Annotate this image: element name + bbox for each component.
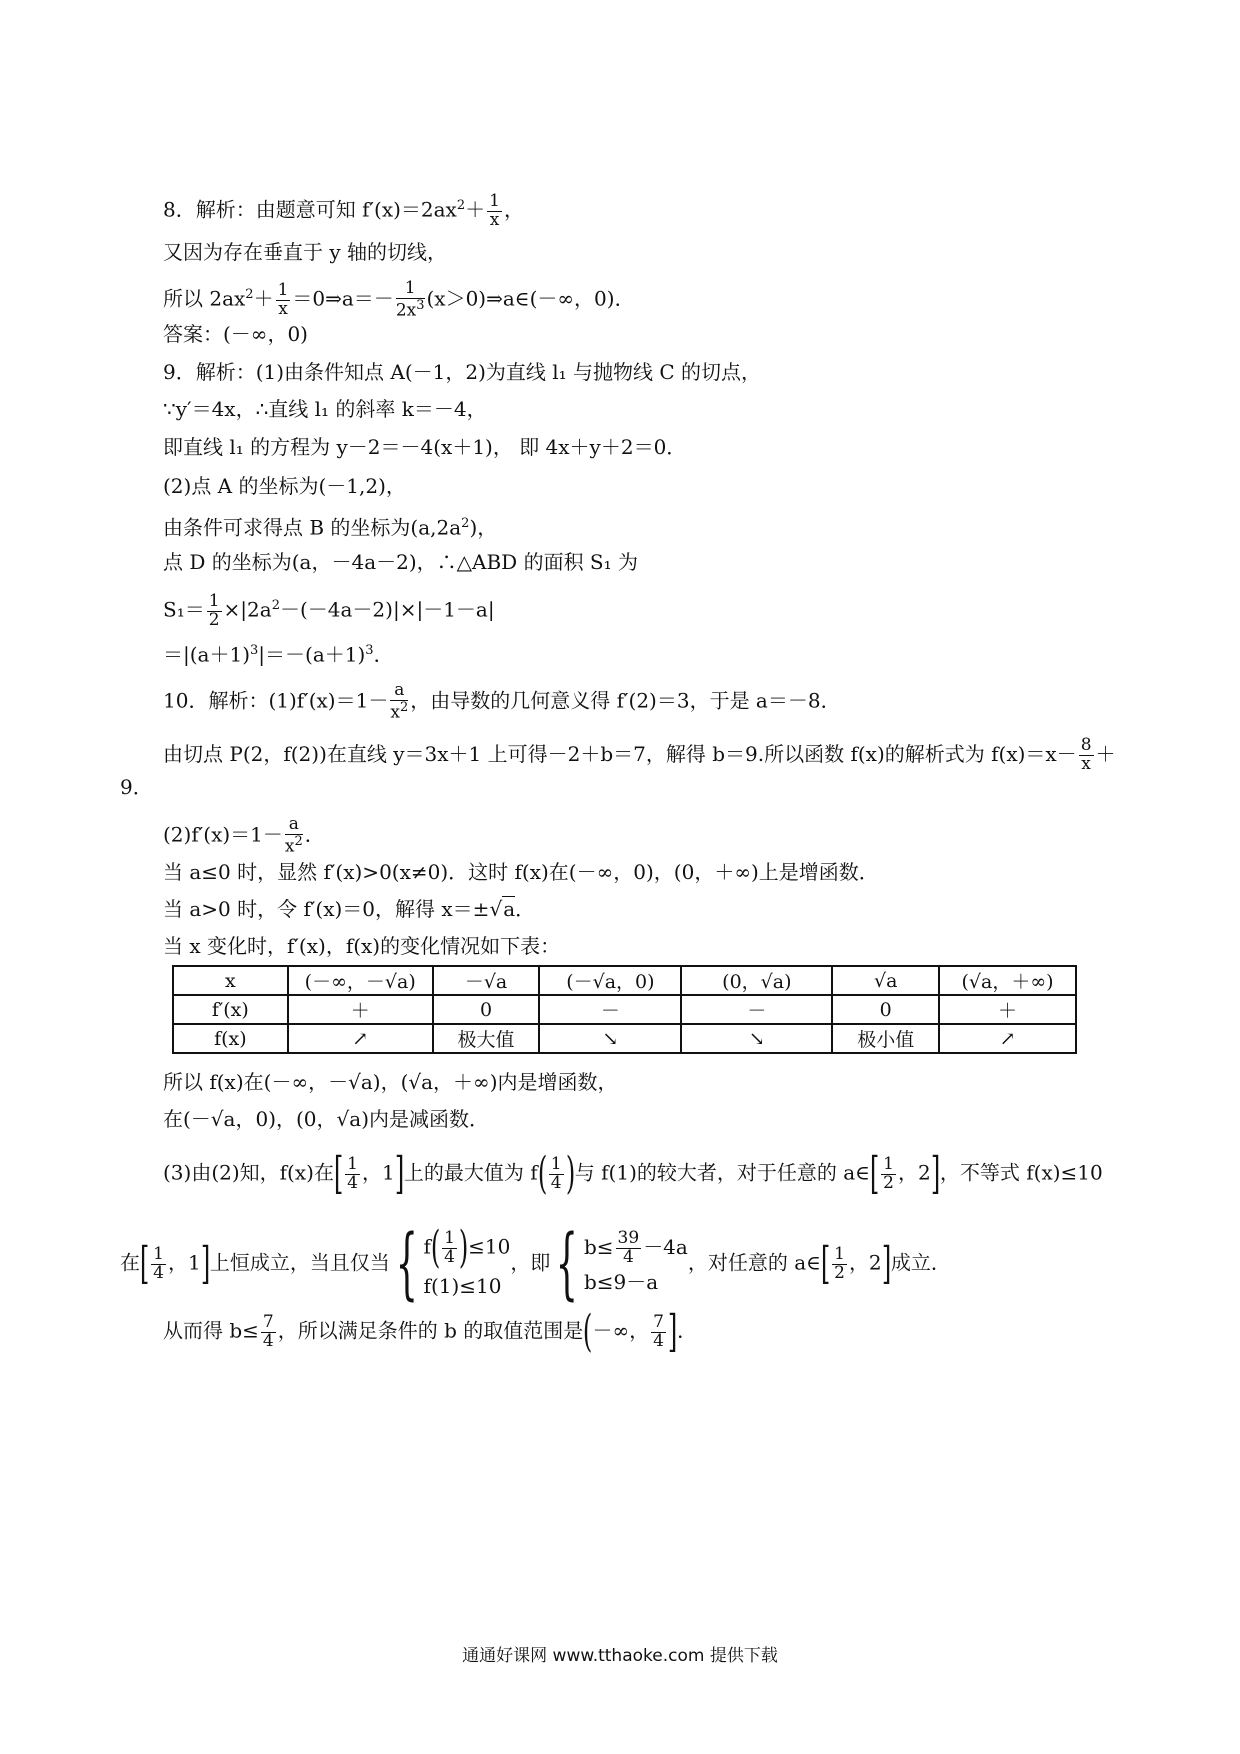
table-cell: ↗ [288,1024,433,1053]
p10-line4: (2)f′(x)＝1－ $\frac{a}{x^2}$ ． [163,814,325,857]
p10-line9: 在(－√a，0)，(0，√a)内是减函数． [163,1107,489,1131]
table-cell: 0 [433,995,540,1024]
variation-table [172,965,1077,1054]
system-left: f( $\frac{1}{4}$ )≤10 f(1)≤10 [423,1222,511,1298]
table-cell: ↗ [939,1024,1076,1053]
table-cell: 极大值 [433,1024,540,1053]
p9-line2: ∵y′＝4x，∴直线 l₁ 的斜率 k＝－4， [163,397,487,421]
p10-line11: 在[ $\frac{1}{4}$ ，1]上恒成立，当且仅当{ f( $\frac{1}{4}$ )≤10 f(1)≤10 ，即{ b≤ $\frac{39}{4}$ －4a b≤9－a ，对任意的 a∈[ $\frac{1}{2}$ ，2]成立． [120,1219,951,1309]
p9-line6: 点 D 的坐标为(a，－4a－2)，∴△ABD 的面积 S₁ 为 [163,550,638,574]
table-cell: f′(x) [173,995,288,1024]
p10-line1: 10．解析：(1)f′(x)＝1－ $\frac{a}{x^2}$ ，由导数的几何意义得 f′(2)＝3，于是 a＝－8． [163,680,841,723]
table-row [173,1024,1076,1053]
page-footer: 通通好课网 www.tthaoke.com 提供下载 [462,1646,778,1666]
p9-line3: 即直线 l₁ 的方程为 y－2＝－4(x＋1)， 即 4x＋y＋2＝0． [163,435,687,459]
table-cell: (√a，＋∞) [939,966,1076,995]
table-cell: (0，√a) [681,966,832,995]
table-cell: x [173,966,288,995]
p8-line1: 8．解析：由题意可知 $f'(x)=2ax^2+$ $\frac{1}{x}$ ， [163,190,524,230]
p10-line8: 所以 f(x)在(－∞，－√a)，(√a，＋∞)内是增函数， [163,1070,618,1094]
table-cell: f(x) [173,1024,288,1053]
p9-line5: 由条件可求得点 B 的坐标为$(a,2a^2)$， [163,515,498,540]
p9-line4: (2)点 A 的坐标为(－1,2)， [163,474,406,498]
table-row [173,995,1076,1024]
table-cell: ＋ [939,995,1076,1024]
table-cell: － [539,995,681,1024]
table-cell: √a [832,966,939,995]
system-right: b≤ $\frac{39}{4}$ －4a b≤9－a [583,1227,688,1295]
p8-answer: 答案：(－∞，0) [163,322,308,346]
table-cell: 极小值 [832,1024,939,1053]
table-cell: －√a [433,966,540,995]
p9-line7: S₁＝ $\frac{1}{2}$ $\times|2a^2-(-4a-2)|\times|-1-a|$ [163,590,495,630]
p9-line1: 9．解析：(1)由条件知点 A(－1，2)为直线 l₁ 与抛物线 C 的切点， [163,360,762,384]
p10-line10: (3)由(2)知，f(x)在[ $\frac{1}{4}$ ，1]上的最大值为 f( $\frac{1}{4}$ )与 f(1)的较大者，对于任意的 a∈[ $\frac{1}{2}$ ，2]，不等式 f(x)≤10 [163,1148,1103,1199]
p8-line3: 所以 $2ax^2+$ $\frac{1}{x}$ ＝0⇒a＝－ $\frac{1}{2x^3}$ (x＞0)⇒a∈(－∞，0)． [163,278,635,321]
p8-line2: 又因为存在垂直于 y 轴的切线， [163,240,448,264]
p10-line2: 由切点 P(2，f(2))在直线 y＝3x＋1 上可得－2＋b＝7，解得 b＝9.所以函数 f(x)的解析式为 f(x)＝x－ $\frac{8}{x}$ ＋ [163,735,1116,774]
p10-line3: 9． [120,775,153,799]
p10-line12: 从而得 b≤ $\frac{7}{4}$ ，所以满足条件的 b 的取值范围是(－∞， $\frac{7}{4}$ ]． [163,1306,698,1357]
table-cell: ↘ [539,1024,681,1053]
p10-line7: 当 x 变化时，f′(x)，f(x)的变化情况如下表： [163,934,561,958]
table-cell: (－∞，－√a) [288,966,433,995]
table-cell: 0 [832,995,939,1024]
table-cell: － [681,995,832,1024]
table-row [173,966,1076,995]
p10-line5: 当 a≤0 时，显然 f′(x)>0(x≠0)．这时 f(x)在(－∞，0)，(0，＋∞)上是增函数． [163,860,879,884]
table-cell: (－√a，0) [539,966,681,995]
p10-line6: 当 a>0 时，令 f′(x)＝0，解得 x＝±√a． [163,897,536,921]
table-cell: ＋ [288,995,433,1024]
table-cell: ↘ [681,1024,832,1053]
p9-line8: $=|(a+1)^3|=-(a+1)^3$． [163,642,394,667]
